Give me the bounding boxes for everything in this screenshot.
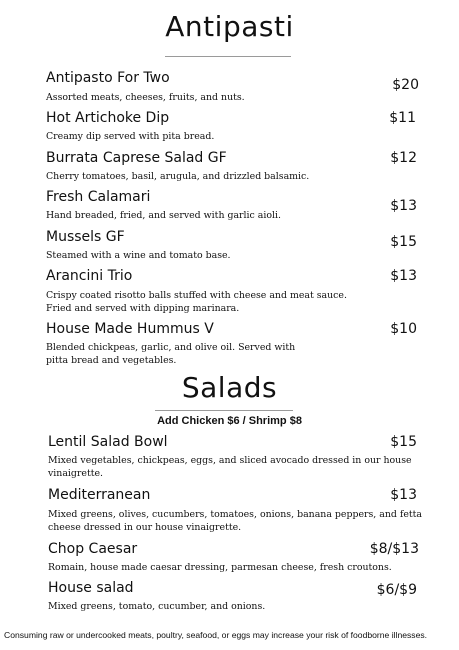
item-description: Mixed greens, tomato, cucumber, and onions. <box>48 601 266 612</box>
dietary-tag: GF <box>207 150 227 166</box>
item-price: $12 <box>390 150 417 166</box>
item-description: Blended chickpeas, garlic, and olive oil. Served with <box>46 342 296 353</box>
item-name: Arancini Trio <box>46 268 133 284</box>
item-price: $6/$9 <box>376 582 417 598</box>
item-price: $8/$13 <box>369 541 419 557</box>
item-description: Cherry tomatoes, basil, arugula, and drizzled balsamic. <box>46 171 310 182</box>
item-name: Lentil Salad Bowl <box>48 434 168 450</box>
item-description: Mixed vegetables, chickpeas, eggs, and sliced avocado dressed in our house <box>48 455 412 466</box>
salads-title: Salads <box>181 371 278 404</box>
item-price: $13 <box>390 487 417 503</box>
item-description: Hand breaded, fried, and served with garlic aioli. <box>46 210 281 221</box>
item-name: Hot Artichoke Dip <box>46 110 170 126</box>
item-name: Burrata Caprese Salad GF <box>46 150 227 166</box>
item-description: cheese dressed in our house vinaigrette. <box>48 522 242 533</box>
salad-addon-note: Add Chicken $6 / Shrimp $8 <box>157 415 302 427</box>
item-price: $10 <box>390 321 417 337</box>
item-description: Steamed with a wine and tomato base. <box>46 250 231 261</box>
item-name: Mussels GF <box>46 229 125 245</box>
food-safety-disclaimer: Consuming raw or undercooked meats, poultry, seafood, or eggs may increase your risk of foodborne illnesses. <box>4 630 428 640</box>
antipasti-divider <box>165 56 291 57</box>
item-description: vinaigrette. <box>48 468 104 479</box>
salads-divider <box>155 410 293 411</box>
item-price: $15 <box>390 434 417 450</box>
dietary-tag: GF <box>105 229 125 245</box>
item-price: $15 <box>390 234 417 250</box>
item-description: Crispy coated risotto balls stuffed with cheese and meat sauce. <box>46 290 347 301</box>
item-name: House salad <box>48 580 134 596</box>
dietary-tag: V <box>204 321 214 337</box>
item-name: Mediterranean <box>48 487 151 503</box>
item-name: Fresh Calamari <box>46 189 151 205</box>
item-price: $13 <box>390 198 417 214</box>
item-description: pitta bread and vegetables. <box>46 355 177 366</box>
item-name: House Made Hummus V <box>46 321 214 337</box>
antipasti-title: Antipasti <box>165 10 294 43</box>
item-price: $13 <box>390 268 417 284</box>
item-name: Antipasto For Two <box>46 70 170 86</box>
item-name: Chop Caesar <box>48 541 138 557</box>
item-description: Fried and served with dipping marinara. <box>46 303 240 314</box>
item-description: Assorted meats, cheeses, fruits, and nuts. <box>46 92 245 103</box>
item-description: Mixed greens, olives, cucumbers, tomatoes, onions, banana peppers, and fetta <box>48 509 423 520</box>
item-description: Creamy dip served with pita bread. <box>46 131 215 142</box>
item-description: Romain, house made caesar dressing, parmesan cheese, fresh croutons. <box>48 562 392 573</box>
item-price: $20 <box>392 77 419 93</box>
item-price: $11 <box>389 110 416 126</box>
